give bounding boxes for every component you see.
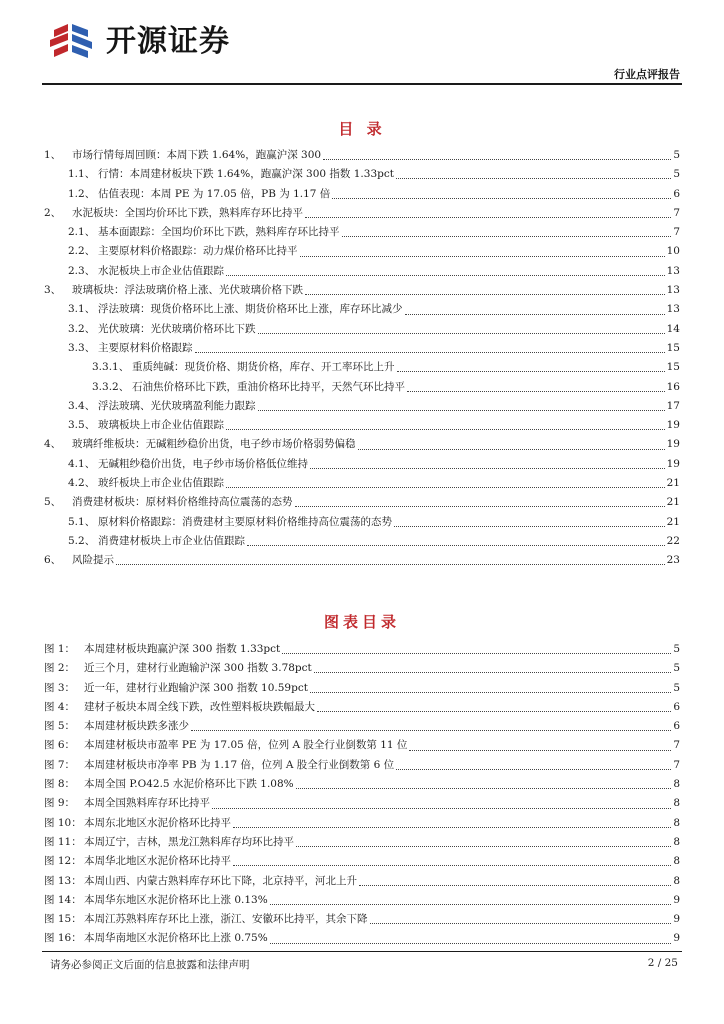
leader-dots [358,449,665,450]
entry-page: 21 [666,496,680,509]
toc-entry[interactable] [44,475,680,494]
leader-dots [342,236,672,237]
toc-entry[interactable] [44,494,680,513]
entry-number: 图 6： [44,739,76,752]
entry-page: 9 [673,913,680,926]
entry-title: 估值表现：本周 PE 为 17.05 倍，PB 为 1.17 倍 [98,187,331,200]
leader-dots [258,333,665,334]
entry-title: 本周辽宁，吉林，黑龙江熟料库存均环比持平 [84,835,294,848]
toc-entry[interactable] [44,398,680,417]
entry-page: 7 [673,226,680,239]
figure-entry[interactable] [44,795,680,814]
entry-number: 图 4： [44,700,76,713]
toc-entry[interactable] [44,417,680,436]
toc-entry[interactable] [44,186,680,205]
leader-dots [258,410,665,411]
entry-page: 7 [673,206,680,219]
leader-dots [396,178,671,179]
figures-title: 图表目录 [323,613,400,631]
leader-dots [226,275,665,276]
entry-page: 15 [666,341,680,354]
entry-page: 8 [673,835,680,848]
entry-title: 玻璃纤维板块：无碱粗纱稳价出货，电子纱市场价格弱势偏稳 [72,438,356,451]
figure-list [44,641,680,950]
leader-dots [295,506,665,507]
leader-dots [332,198,671,199]
toc-entry[interactable] [44,263,680,282]
figure-entry[interactable] [44,641,680,660]
entry-page: 19 [666,419,680,432]
entry-number: 3.1、 [68,303,96,316]
leader-dots [247,545,665,546]
entry-number: 图 10： [44,816,82,829]
entry-page: 9 [673,893,680,906]
entry-number: 2.1、 [68,226,96,239]
entry-title: 风险提示 [72,554,114,567]
entry-page: 19 [666,438,680,451]
leader-dots [370,923,672,924]
toc-entry[interactable] [44,379,680,398]
entry-title: 本周建材板块市净率 PB 为 1.17 倍，位列 A 股全行业倒数第 6 位 [84,758,395,771]
toc-entry[interactable] [44,224,680,243]
entry-number: 图 1： [44,643,76,655]
figure-entry[interactable] [44,680,680,699]
leader-dots [397,371,665,372]
entry-title: 本周华北地区水泥价格环比持平 [84,855,231,868]
entry-number: 2.3、 [68,264,96,277]
footer-disclaimer: 请务必参阅正文后面的信息披露和法律声明 [50,959,250,971]
leader-dots [191,730,671,731]
entry-page: 8 [673,874,680,887]
entry-title: 玻璃板块上市企业估值跟踪 [98,419,224,432]
entry-title: 本周江苏熟料库存环比上涨，浙江、安徽环比持平，其余下降 [84,913,368,926]
entry-title: 近一年，建材行业跑输沪深 300 指数 10.59pct [84,681,308,694]
entry-title: 主要原材料价格跟踪 [98,341,193,354]
entry-page: 8 [673,855,680,868]
entry-number: 图 3： [44,681,76,694]
entry-title: 建材子板块本周全线下跌，改性塑料板块跌幅最大 [84,700,315,713]
leader-dots [405,314,665,315]
entry-number: 4.1、 [68,457,96,470]
entry-title: 石油焦价格环比下跌，重油价格环比持平，天然气环比持平 [132,380,405,393]
entry-title: 浮法玻璃：现货价格环比上涨、期货价格环比上涨，库存环比减少 [98,303,403,316]
toc-entry[interactable] [44,321,680,340]
entry-number: 4.2、 [68,477,96,490]
entry-number: 2.2、 [68,245,96,258]
figure-entry[interactable] [44,815,680,834]
leader-dots [359,885,671,886]
entry-page: 6 [673,720,680,733]
figure-entry[interactable] [44,834,680,853]
entry-number: 图 9： [44,797,76,810]
entry-title: 近三个月，建材行业跑输沪深 300 指数 3.78pct [84,662,312,675]
page-header [0,0,724,90]
brand-name: 开源证券 [106,24,230,59]
entry-page: 15 [666,361,680,374]
header-divider [42,83,682,85]
entry-number: 1.2、 [68,187,96,200]
leader-dots [407,391,665,392]
figure-entry[interactable] [44,892,680,911]
entry-title: 水泥板块上市企业估值跟踪 [98,264,224,277]
entry-number: 5.2、 [68,534,96,547]
table-of-contents [44,147,680,572]
leader-dots [296,846,671,847]
leader-dots [300,256,665,257]
toc-entry[interactable] [44,147,680,166]
entry-number: 图 16： [44,932,82,945]
toc-entry[interactable] [44,359,680,378]
entry-title: 本周建材板块市盈率 PE 为 17.05 倍，位列 A 股全行业倒数第 11 位 [84,739,408,752]
entry-title: 基本面跟踪：全国均价环比下跌，熟料库存环比持平 [98,226,340,239]
figure-entry[interactable] [44,699,680,718]
leader-dots [317,711,671,712]
toc-entry[interactable] [44,166,680,185]
leader-dots [233,827,671,828]
entry-title: 本周华东地区水泥价格环比上涨 0.13% [84,893,268,906]
entry-title: 重质纯碱：现货价格、期货价格，库存、开工率环比上升 [132,361,395,374]
entry-page: 7 [673,758,680,771]
leader-dots [396,769,671,770]
entry-page: 5 [673,643,680,655]
entry-number: 3.3.1、 [92,361,130,374]
entry-page: 13 [666,303,680,316]
figure-entry[interactable] [44,737,680,756]
leader-dots [282,653,671,654]
entry-number: 3.2、 [68,322,96,335]
page-number: 2 / 25 [647,957,678,969]
entry-page: 8 [673,797,680,810]
entry-title: 水泥板块：全国均价环比下跌，熟料库存环比持平 [72,206,303,219]
leader-dots [226,429,665,430]
entry-page: 5 [673,149,680,161]
entry-page: 5 [673,168,680,181]
entry-number: 图 11： [44,835,82,848]
entry-number: 图 7： [44,758,76,771]
entry-page: 19 [666,457,680,470]
entry-title: 行情：本周建材板块下跌 1.64%，跑赢沪深 300 指数 1.33pct [98,168,394,181]
entry-number: 图 5： [44,720,76,733]
leader-dots [409,750,671,751]
entry-title: 玻纤板块上市企业估值跟踪 [98,477,224,490]
entry-number: 3.3、 [68,341,96,354]
toc-entry[interactable] [44,205,680,224]
entry-title: 本周全国 P.O42.5 水泥价格环比下跌 1.08% [84,778,294,791]
entry-title: 原材料价格跟踪：消费建材主要原材料价格维持高位震荡的态势 [98,515,392,528]
leader-dots [314,672,672,673]
entry-title: 本周华南地区水泥价格环比上涨 0.75% [84,932,268,945]
entry-page: 22 [666,534,680,547]
toc-entry[interactable] [44,243,680,262]
entry-title: 无碱粗纱稳价出货，电子纱市场价格低位维持 [98,457,308,470]
entry-number: 图 13： [44,874,82,887]
entry-title: 本周东北地区水泥价格环比持平 [84,816,231,829]
figure-entry[interactable] [44,660,680,679]
entry-number: 1、 [44,149,62,161]
entry-page: 5 [673,681,680,694]
leader-dots [270,904,672,905]
brand-logo [48,22,230,62]
leader-dots [296,788,672,789]
entry-title: 本周山西、内蒙古熟料库存环比下降，北京持平，河北上升 [84,874,357,887]
figure-entry[interactable] [44,930,680,949]
brand-mark-icon [48,22,100,62]
entry-title: 市场行情每周回顾：本周下跌 1.64%，跑赢沪深 300 [72,149,322,161]
figure-entry[interactable] [44,757,680,776]
leader-dots [305,217,671,218]
entry-page: 13 [666,284,680,297]
figure-entry[interactable] [44,776,680,795]
leader-dots [195,352,665,353]
toc-entry[interactable] [44,301,680,320]
toc-title: 目 录 [338,120,386,138]
leader-dots [323,159,671,160]
toc-entry[interactable] [44,456,680,475]
entry-number: 图 2： [44,662,76,675]
entry-number: 2、 [44,206,62,219]
entry-title: 本周建材板块跌多涨少 [84,720,189,733]
entry-page: 16 [666,380,680,393]
toc-entry[interactable] [44,436,680,455]
entry-number: 5.1、 [68,515,96,528]
leader-dots [310,692,671,693]
entry-page: 23 [666,554,680,567]
entry-number: 5、 [44,496,62,509]
figure-entry[interactable] [44,853,680,872]
entry-title: 浮法玻璃、光伏玻璃盈利能力跟踪 [98,399,256,412]
entry-title: 消费建材板块上市企业估值跟踪 [98,534,245,547]
leader-dots [270,943,672,944]
document-type: 行业点评报告 [614,68,680,81]
figure-entry[interactable] [44,911,680,930]
entry-title: 本周全国熟料库存环比持平 [84,797,210,810]
entry-page: 7 [673,739,680,752]
entry-page: 13 [666,264,680,277]
leader-dots [305,294,665,295]
toc-entry[interactable] [44,340,680,359]
entry-page: 14 [666,322,680,335]
entry-page: 8 [673,778,680,791]
entry-number: 3.5、 [68,419,96,432]
figure-entry[interactable] [44,873,680,892]
figure-entry[interactable] [44,718,680,737]
entry-number: 3.3.2、 [92,380,130,393]
entry-number: 6、 [44,554,62,567]
entry-page: 5 [673,662,680,675]
entry-page: 8 [673,816,680,829]
toc-entry[interactable] [44,533,680,552]
entry-number: 3、 [44,284,62,297]
leader-dots [212,808,671,809]
entry-number: 图 14： [44,893,82,906]
entry-page: 10 [666,245,680,258]
entry-title: 玻璃板块：浮法玻璃价格上涨、光伏玻璃价格下跌 [72,284,303,297]
toc-entry[interactable] [44,282,680,301]
entry-title: 主要原材料价格跟踪：动力煤价格环比持平 [98,245,298,258]
entry-number: 图 12： [44,855,82,868]
entry-number: 图 15： [44,913,82,926]
entry-page: 17 [666,399,680,412]
leader-dots [116,564,665,565]
leader-dots [310,468,665,469]
entry-page: 6 [673,700,680,713]
entry-title: 消费建材板块：原材料价格维持高位震荡的态势 [72,496,293,509]
entry-number: 1.1、 [68,168,96,181]
leader-dots [394,526,665,527]
footer-divider [42,951,682,952]
entry-page: 9 [673,932,680,945]
entry-number: 3.4、 [68,399,96,412]
leader-dots [233,865,671,866]
entry-page: 21 [666,515,680,528]
entry-page: 21 [666,477,680,490]
leader-dots [226,487,665,488]
entry-title: 光伏玻璃：光伏玻璃价格环比下跌 [98,322,256,335]
entry-number: 4、 [44,438,62,451]
toc-entry[interactable] [44,552,680,571]
entry-title: 本周建材板块跑赢沪深 300 指数 1.33pct [84,643,281,655]
entry-page: 6 [673,187,680,200]
entry-number: 图 8： [44,778,76,791]
toc-entry[interactable] [44,514,680,533]
